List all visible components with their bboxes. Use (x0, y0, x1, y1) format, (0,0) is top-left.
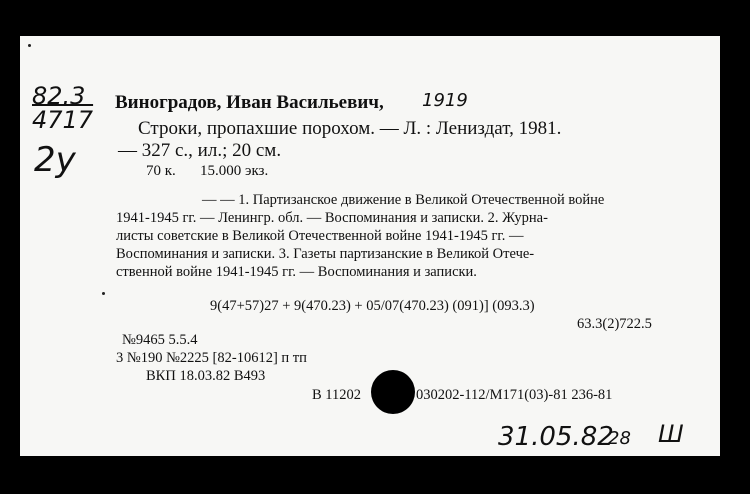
handwritten-shelf-mark: 82.3 (32, 82, 86, 110)
title-line-1: Строки, пропахшие порохом. — Л. : Лениздат, 1981. (138, 118, 562, 139)
handwritten-date-stamp: 31.05.82 (498, 422, 614, 452)
vkp-line: ВКП 18.03.82 В493 (146, 368, 266, 384)
code-left: В 11202 (312, 387, 362, 403)
speck (28, 44, 31, 47)
handwritten-birth-year: 1919 (422, 90, 468, 111)
order-numbers: 3 №190 №2225 [82-10612] п тп (116, 350, 307, 366)
author-heading: Виноградов, Иван Васильевич, (115, 92, 384, 113)
classification-line-1: 9(47+57)27 + 9(470.23) + 05/07(470.23) (091)] (093.3) (210, 298, 535, 314)
card-number: №9465 5.5.4 (122, 332, 198, 348)
code-right: 030202-112/М171(03)-81 236-81 (416, 387, 613, 403)
price: 70 к. (146, 163, 176, 179)
handwritten-author-mark: 4717 (32, 106, 94, 134)
handwritten-date-suffix: 28 (608, 428, 631, 449)
subject-line: ственной войне 1941-1945 гг. — Воспоминания и записки. (116, 264, 477, 280)
subject-line: листы советские в Великой Отечественной войне 1941-1945 гг. — (116, 228, 524, 244)
print-run: 15.000 экз. (200, 163, 269, 179)
handwritten-signature: 2y (34, 140, 76, 180)
classification-line-2: 63.3(2)722.5 (577, 316, 652, 332)
handwritten-initials: Ш (658, 420, 684, 448)
title-line-2: — 327 с., ил.; 20 см. (118, 140, 282, 161)
subject-line: Воспоминания и записки. 3. Газеты партизанские в Великой Отече- (116, 246, 535, 262)
speck (102, 292, 105, 295)
catalog-card (20, 36, 720, 456)
subject-line: — — 1. Партизанское движение в Великой Отечественной войне (202, 192, 605, 208)
punch-hole (371, 370, 415, 414)
subject-line: 1941-1945 гг. — Ленингр. обл. — Воспоминания и записки. 2. Журна- (116, 210, 548, 226)
